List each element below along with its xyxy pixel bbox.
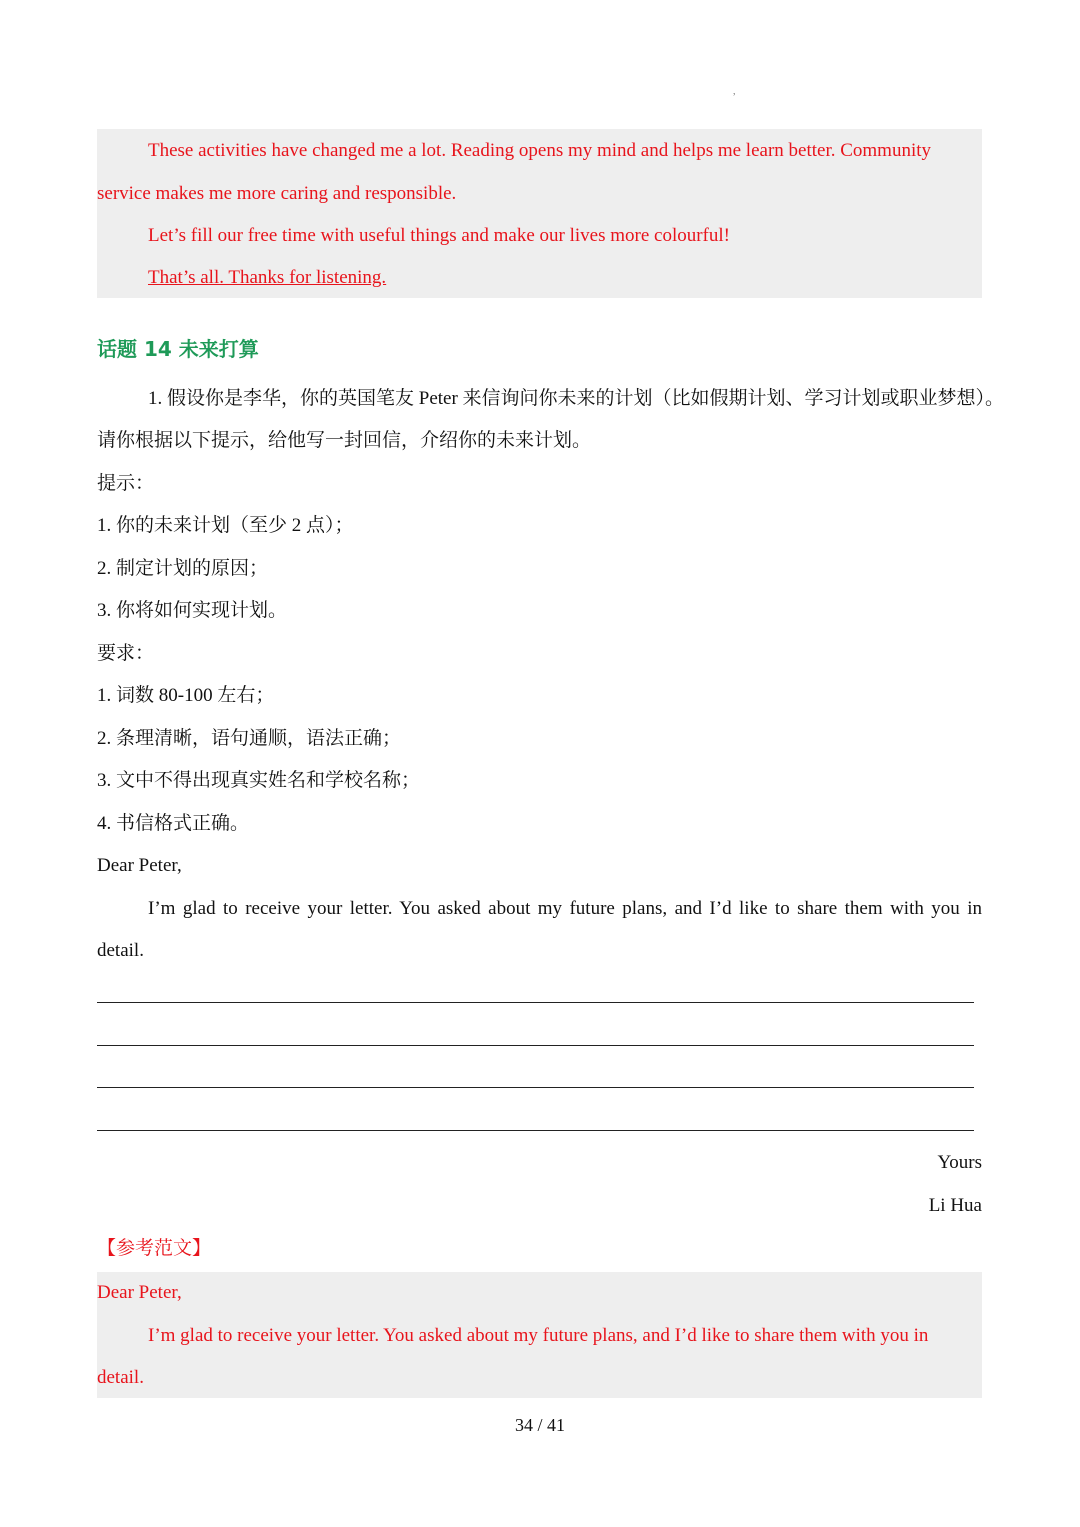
requirement-item: 3. 文中不得出现真实姓名和学校名称； [97, 770, 421, 791]
writing-line [97, 1045, 974, 1046]
topic-heading: 话题 14 未来打算 [97, 337, 259, 361]
page-number: 34 / 41 [514, 1415, 565, 1435]
model-answer-greeting: Dear Peter, [97, 1282, 182, 1303]
hint-item: 2. 制定计划的原因； [97, 558, 269, 579]
task-prompt-line: 1. 假设你是李华，你的英国笔友 Peter 来信询问你未来的计划（比如假期计划、学习计划或职业梦想）。 [148, 388, 1005, 409]
speech-line: These activities have changed me a lot. Reading opens my mind and helps me learn better. Community [148, 140, 932, 161]
letter-closing: Yours [937, 1152, 982, 1173]
speech-closing-line: That’s all. Thanks for listening. [148, 267, 387, 288]
task-prompt-line: 请你根据以下提示，给他写一封回信，介绍你的未来计划。 [97, 430, 592, 451]
hint-item: 1. 你的未来计划（至少 2 点）； [97, 515, 354, 536]
requirement-item: 4. 书信格式正确。 [97, 813, 250, 834]
letter-opening-line: I’m glad to receive your letter. You asked about my future plans, and I’d like to share them with you in [148, 898, 982, 919]
requirements-label: 要求： [97, 643, 155, 664]
requirement-item: 1. 词数 80-100 左右； [97, 685, 275, 706]
letter-greeting: Dear Peter, [97, 855, 182, 876]
speech-line: service makes me more caring and responsible. [97, 183, 457, 204]
letter-opening-line: detail. [97, 940, 144, 961]
header-mark: , [733, 86, 736, 97]
writing-line [97, 1002, 974, 1003]
letter-signature: Li Hua [928, 1195, 982, 1216]
writing-line [97, 1087, 974, 1088]
hint-item: 3. 你将如何实现计划。 [97, 600, 288, 621]
hints-label: 提示： [97, 473, 155, 494]
writing-line [97, 1130, 974, 1131]
speech-line: Let’s fill our free time with useful things and make our lives more colourful! [148, 225, 730, 246]
model-answer-line: detail. [97, 1367, 144, 1388]
model-answer-line: I’m glad to receive your letter. You asked about my future plans, and I’d like to share them with you in [148, 1325, 929, 1346]
requirement-item: 2. 条理清晰，语句通顺，语法正确； [97, 728, 402, 749]
model-answer-label: 【参考范文】 [97, 1238, 212, 1259]
